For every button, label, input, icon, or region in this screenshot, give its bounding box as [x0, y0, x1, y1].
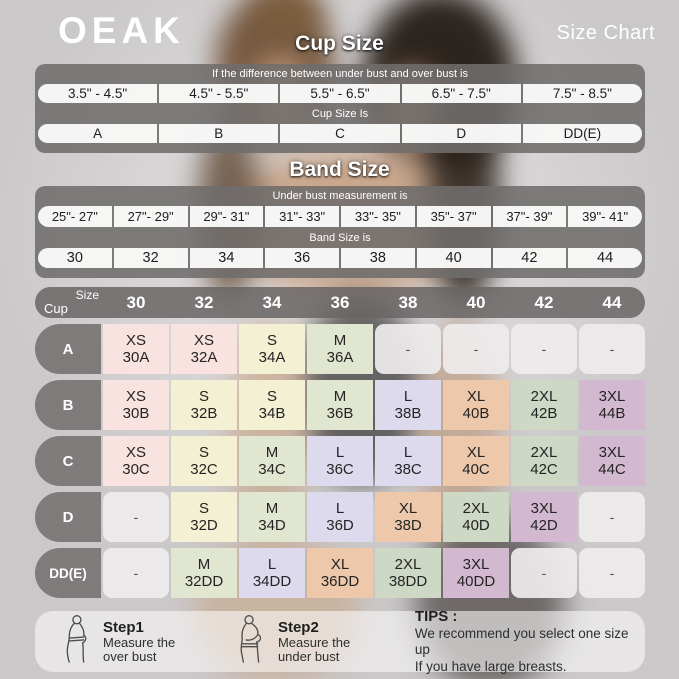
value-cell: B [159, 124, 278, 143]
band-result-caption: Band Size is [309, 231, 371, 244]
step1-line1: Measure the [103, 634, 176, 650]
brand-logo: OEAK [58, 10, 185, 51]
cup-size-panel [35, 64, 645, 153]
band-number-row [38, 248, 642, 269]
size-cell-38D: XL 38D [375, 492, 441, 542]
size-cell-32C: S 32C [171, 436, 237, 486]
value-cell: 30 [38, 248, 112, 269]
cup-condition-caption: If the difference between under bust and over bust is [211, 68, 469, 80]
size-cell-38C: L 38C [375, 436, 441, 486]
page-title: Size Chart [556, 22, 655, 44]
size-cell-38B: L 38B [375, 380, 441, 430]
matrix-row-DD(E) [35, 548, 645, 598]
size-cell-40D: 2XL 40D [443, 492, 509, 542]
band-condition-caption: Under bust measurement is [272, 190, 408, 202]
matrix-corner [35, 287, 101, 318]
size-cell-34A: S 34A [239, 324, 305, 374]
size-cell-40C: XL 40C [443, 436, 509, 486]
size-cell-30A: XS 30A [103, 324, 169, 374]
matrix-body [35, 324, 645, 598]
step2-line2: under bust [277, 649, 340, 664]
cup-range-row [38, 84, 642, 103]
matrix-column-header-40: 40 [466, 292, 486, 312]
size-cell-42C: 2XL 42C [511, 436, 577, 486]
tips-line2: If you have large breasts. [414, 658, 567, 674]
size-cell-empty: - [511, 324, 577, 374]
size-cell-30B: XS 30B [103, 380, 169, 430]
step2-figure-icon [232, 614, 268, 669]
value-cell: 36 [265, 248, 339, 269]
matrix-row-C [35, 436, 645, 486]
matrix-column-header-32: 32 [194, 292, 214, 312]
value-cell: C [280, 124, 399, 143]
value-cell: 33"- 35" [341, 206, 415, 227]
size-cell-32D: S 32D [171, 492, 237, 542]
value-cell: 35"- 37" [417, 206, 491, 227]
matrix-row-D [35, 492, 645, 542]
step2-title: Step2 [277, 618, 319, 636]
step1-block [103, 619, 210, 665]
size-cell-empty: - [103, 548, 169, 598]
tips-title: TIPS : [414, 607, 458, 625]
size-cell-34DD: L 34DD [239, 548, 305, 598]
cup-size-title: Cup Size [295, 32, 384, 55]
size-cell-40DD: 3XL 40DD [443, 548, 509, 598]
size-cell-empty: - [511, 548, 577, 598]
tips-block [415, 608, 645, 676]
value-cell: DD(E) [523, 124, 642, 143]
matrix-row-label-D: D [35, 492, 101, 542]
matrix-header [35, 287, 645, 318]
cup-letter-row [38, 124, 642, 143]
matrix-row-B [35, 380, 645, 430]
step1-figure-icon [57, 614, 93, 669]
size-cell-empty: - [375, 324, 441, 374]
step1-title: Step1 [103, 618, 144, 636]
size-cell-42B: 2XL 42B [511, 380, 577, 430]
size-cell-36B: M 36B [307, 380, 373, 430]
size-cell-36A: M 36A [307, 324, 373, 374]
value-cell: 29"- 31" [190, 206, 264, 227]
size-cell-42D: 3XL 42D [511, 492, 577, 542]
value-cell: 34 [190, 248, 264, 269]
matrix-corner-size-label: Size [75, 288, 99, 302]
value-cell: 27"- 29" [114, 206, 188, 227]
matrix-row-label-C: C [35, 436, 101, 486]
size-cell-32DD: M 32DD [171, 548, 237, 598]
value-cell: 4.5" - 5.5" [159, 84, 278, 103]
value-cell: 7.5" - 8.5" [523, 84, 642, 103]
size-cell-empty: - [103, 492, 169, 542]
size-cell-38DD: 2XL 38DD [375, 548, 441, 598]
cup-result-caption: Cup Size Is [311, 108, 369, 120]
matrix-column-header-30: 30 [126, 292, 146, 312]
value-cell: 39"- 41" [568, 206, 642, 227]
value-cell: 6.5" - 7.5" [402, 84, 521, 103]
size-cell-36DD: XL 36DD [307, 548, 373, 598]
matrix-row-label-DD(E): DD(E) [35, 548, 101, 598]
value-cell: D [402, 124, 521, 143]
size-cell-36C: L 36C [307, 436, 373, 486]
size-cell-40B: XL 40B [443, 380, 509, 430]
size-cell-44B: 3XL 44B [579, 380, 645, 430]
step1-line2: over bust [103, 649, 157, 664]
value-cell: 37"- 39" [493, 206, 567, 227]
matrix-column-header-34: 34 [262, 292, 282, 312]
value-cell: 31"- 33" [265, 206, 339, 227]
size-cell-36D: L 36D [307, 492, 373, 542]
size-cell-empty: - [579, 492, 645, 542]
matrix-row-A [35, 324, 645, 374]
size-matrix [35, 287, 645, 598]
value-cell: 42 [493, 248, 567, 269]
value-cell: 44 [568, 248, 642, 269]
size-cell-32A: XS 32A [171, 324, 237, 374]
size-cell-empty: - [579, 324, 645, 374]
size-cell-34B: S 34B [239, 380, 305, 430]
band-size-title: Band Size [289, 158, 390, 181]
band-size-panel [35, 186, 645, 278]
size-cell-32B: S 32B [171, 380, 237, 430]
value-cell: 25"- 27" [38, 206, 112, 227]
size-cell-empty: - [579, 548, 645, 598]
footer-panel [35, 607, 645, 674]
value-cell: 40 [417, 248, 491, 269]
size-cell-empty: - [443, 324, 509, 374]
value-cell: 32 [114, 248, 188, 269]
matrix-column-header-38: 38 [398, 292, 418, 312]
tips-line1: We recommend you select one size up [414, 625, 629, 658]
value-cell: 5.5" - 6.5" [280, 84, 399, 103]
matrix-column-header-44: 44 [602, 292, 622, 312]
value-cell: A [38, 124, 157, 143]
size-cell-34C: M 34C [239, 436, 305, 486]
matrix-corner-cup-label: Cup [44, 301, 68, 316]
value-cell: 38 [341, 248, 415, 269]
band-range-row [38, 206, 642, 227]
size-cell-34D: M 34D [239, 492, 305, 542]
size-cell-30C: XS 30C [103, 436, 169, 486]
matrix-column-header-42: 42 [534, 292, 554, 312]
step2-line1: Measure the [277, 634, 351, 650]
matrix-row-label-A: A [35, 324, 101, 374]
step2-block [278, 619, 385, 665]
matrix-column-header-36: 36 [330, 292, 350, 312]
matrix-row-label-B: B [35, 380, 101, 430]
value-cell: 3.5" - 4.5" [38, 84, 157, 103]
size-cell-44C: 3XL 44C [579, 436, 645, 486]
